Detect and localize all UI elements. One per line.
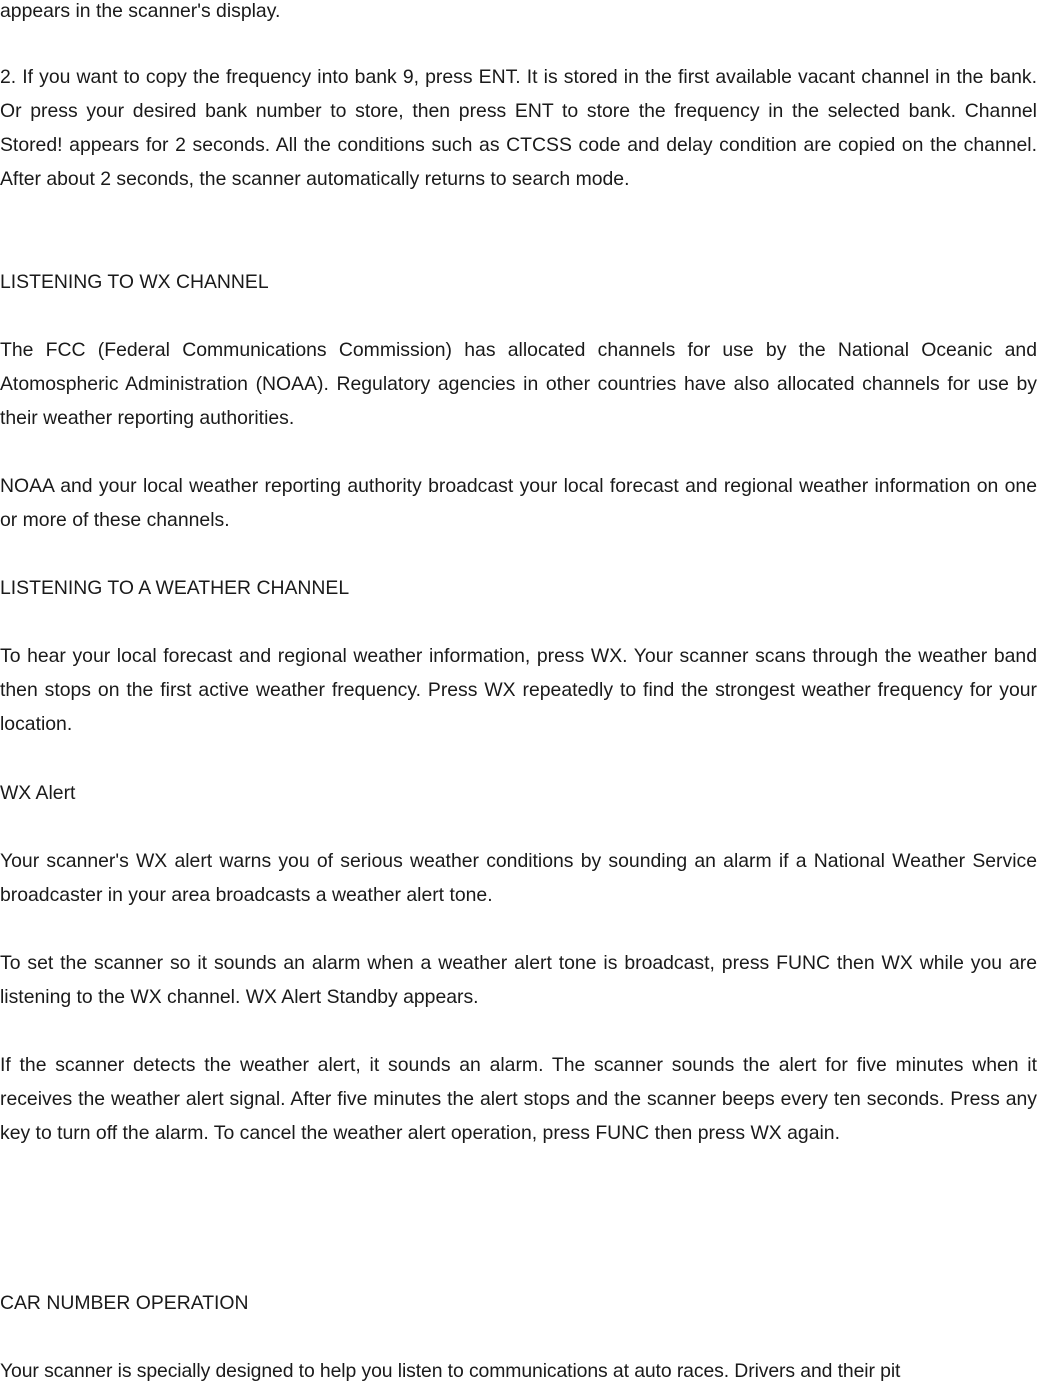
car-number-paragraph: Your scanner is specially designed to help you listen to communications at auto races. Drivers and their pit	[0, 1360, 901, 1382]
detects-alert-paragraph: If the scanner detects the weather alert, it sounds an alarm. The scanner sounds the alert for five minutes when it receives the weather alert signal. After five minutes the alert stops and the scanner beeps every ten seconds. Press any key to turn off the alarm. To cancel the weather alert operation, press FUNC then press WX again.	[0, 1054, 1037, 1144]
wx-alert-paragraph: Your scanner's WX alert warns you of serious weather conditions by sounding an alarm if a National Weather Service broadcaster in your area broadcasts a weather alert tone.	[0, 850, 1037, 906]
intro-tail-text: appears in the scanner's display.	[0, 0, 281, 22]
step-2-paragraph: 2. If you want to copy the frequency into bank 9, press ENT. It is stored in the first available vacant channel in the bank. Or press your desired bank number to store, then press ENT to store the frequency in the selected bank. Channel Stored! appears for 2 seconds. All the conditions such as CTCSS code and delay condition are copied on the channel. After about 2 seconds, the scanner automatically returns to search mode.	[0, 66, 1037, 190]
heading-car-number-operation: CAR NUMBER OPERATION	[0, 1292, 249, 1314]
noaa-paragraph: NOAA and your local weather reporting authority broadcast your local forecast and regional weather information on one or more of these channels.	[0, 475, 1037, 531]
heading-listening-to-weather-channel: LISTENING TO A WEATHER CHANNEL	[0, 577, 350, 599]
heading-wx-alert: WX Alert	[0, 782, 76, 804]
set-alarm-paragraph: To set the scanner so it sounds an alarm when a weather alert tone is broadcast, press FUNC then WX while you are listening to the WX channel. WX Alert Standby appears.	[0, 952, 1037, 1008]
heading-listening-to-wx-channel: LISTENING TO WX CHANNEL	[0, 271, 269, 293]
fcc-paragraph: The FCC (Federal Communications Commission) has allocated channels for use by the National Oceanic and Atomospheric Administration (NOAA). Regulatory agencies in other countries have also allocated channels for use by their weather reporting authorities.	[0, 339, 1037, 429]
hear-forecast-paragraph: To hear your local forecast and regional weather information, press WX. Your scanner scans through the weather band then stops on the first active weather frequency. Press WX repeatedly to find the strongest weather frequency for your location.	[0, 645, 1037, 735]
